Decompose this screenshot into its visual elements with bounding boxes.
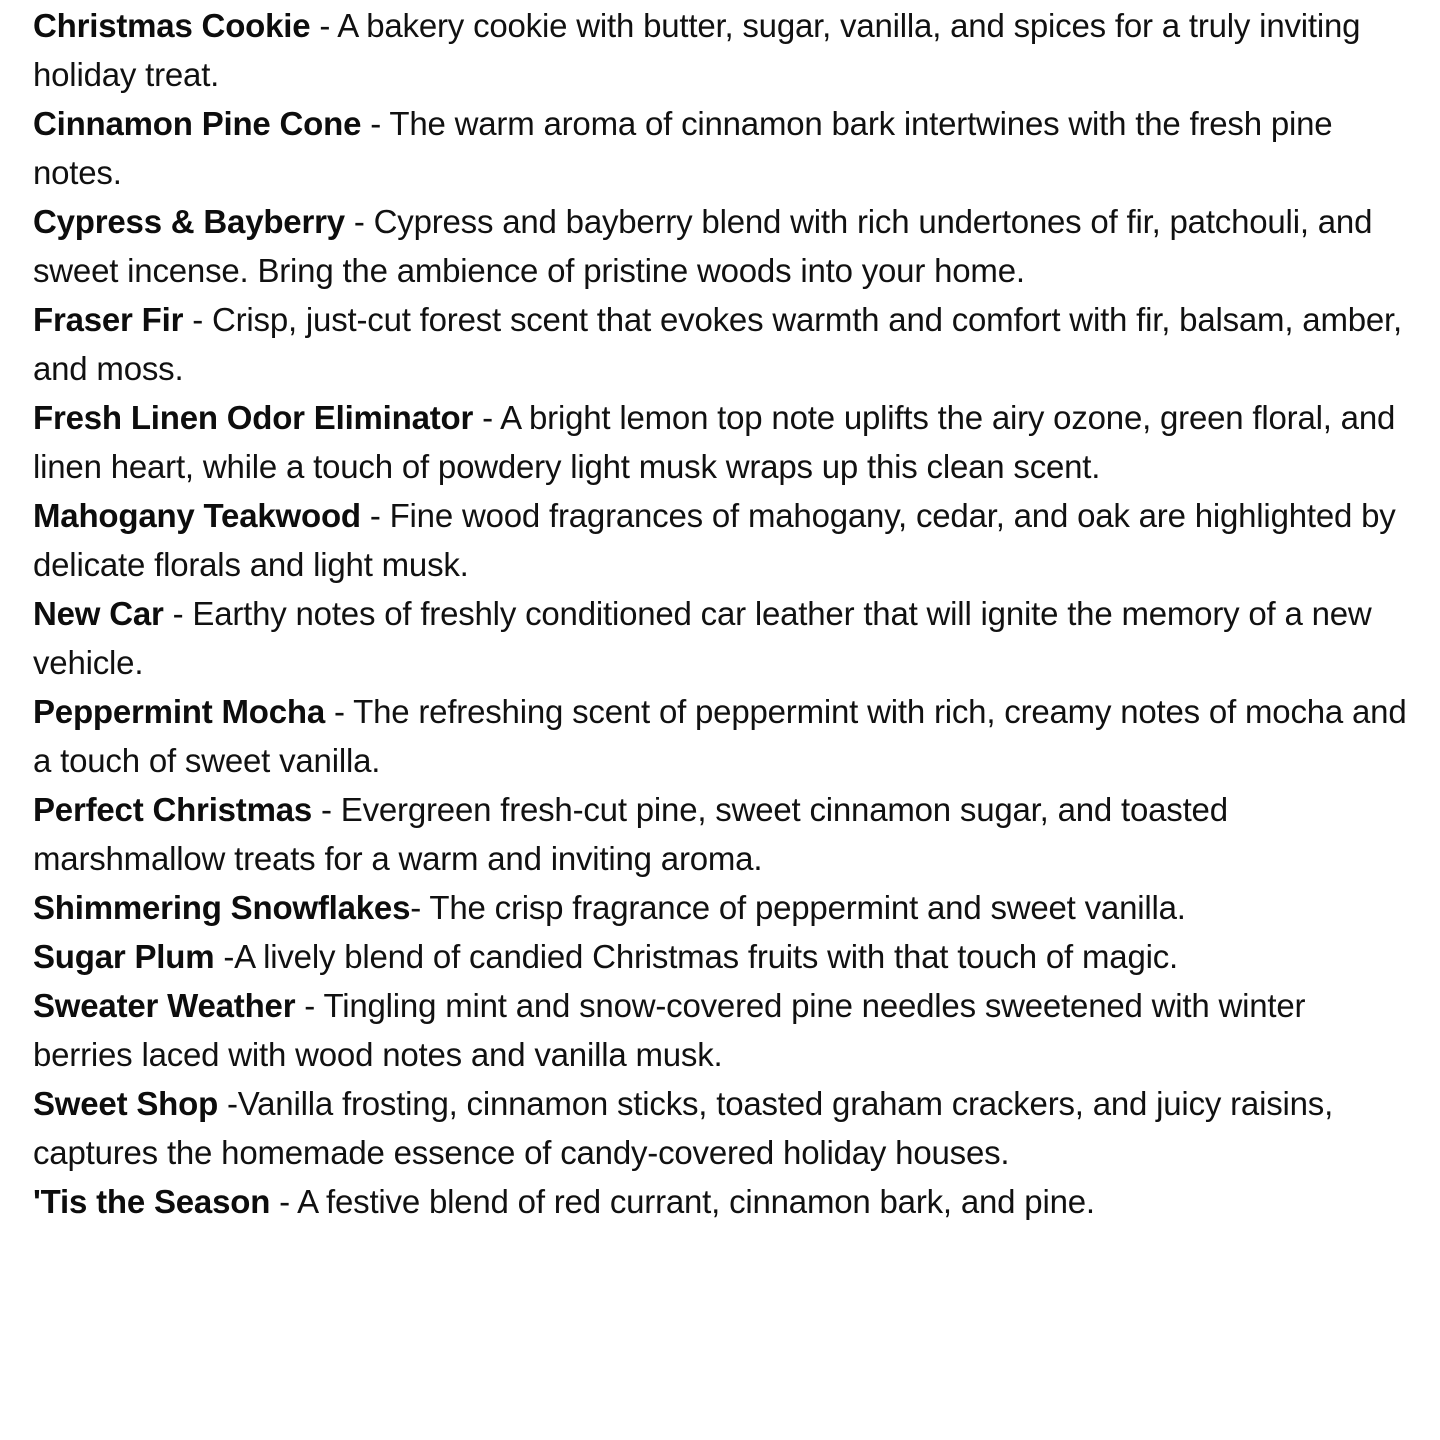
scent-entry bbox=[33, 295, 1412, 393]
scent-entry bbox=[33, 491, 1412, 589]
scent-name: Cypress & Bayberry bbox=[33, 203, 345, 240]
scent-description: A bakery cookie with butter, sugar, vanilla, and spices for a truly inviting holiday treat. bbox=[33, 7, 1361, 93]
scent-name: Peppermint Mocha bbox=[33, 693, 326, 730]
scent-entry bbox=[33, 883, 1412, 932]
scent-description: Vanilla frosting, cinnamon sticks, toasted graham crackers, and juicy raisins, captures the homemade essence of candy-covered holiday houses. bbox=[33, 1085, 1334, 1171]
separator: - bbox=[163, 595, 193, 632]
scent-entry bbox=[33, 393, 1412, 491]
separator: - bbox=[410, 889, 430, 926]
scent-name: Sugar Plum bbox=[33, 938, 215, 975]
separator: - bbox=[361, 105, 390, 142]
scent-name: 'Tis the Season bbox=[33, 1183, 271, 1220]
scent-description: The refreshing scent of peppermint with rich, creamy notes of mocha and a touch of sweet vanilla. bbox=[33, 693, 1407, 779]
scent-name: Sweater Weather bbox=[33, 987, 296, 1024]
separator: - bbox=[325, 693, 354, 730]
scent-entry bbox=[33, 1, 1412, 99]
separator: - bbox=[218, 1085, 238, 1122]
scent-description: A lively blend of candied Christmas fruits with that touch of magic. bbox=[234, 938, 1178, 975]
separator: - bbox=[360, 497, 390, 534]
scent-entry bbox=[33, 1079, 1412, 1177]
scent-name: Shimmering Snowflakes bbox=[33, 889, 411, 926]
scent-name: Christmas Cookie bbox=[33, 7, 311, 44]
scent-description: Tingling mint and snow-covered pine needles sweetened with winter berries laced with wood notes and vanilla musk. bbox=[33, 987, 1306, 1073]
scent-description: Cypress and bayberry blend with rich undertones of fir, patchouli, and sweet incense. Bring the ambience of pristine woods into your home. bbox=[33, 203, 1373, 289]
scent-description: The crisp fragrance of peppermint and sweet vanilla. bbox=[429, 889, 1186, 926]
separator: - bbox=[310, 7, 338, 44]
separator: - bbox=[312, 791, 341, 828]
scent-name: Fresh Linen Odor Eliminator bbox=[33, 399, 474, 436]
separator: - bbox=[214, 938, 235, 975]
separator: - bbox=[295, 987, 324, 1024]
scent-entry bbox=[33, 589, 1412, 687]
scent-entry bbox=[33, 197, 1412, 295]
scent-entry bbox=[33, 99, 1412, 197]
separator: - bbox=[270, 1183, 298, 1220]
scent-entry bbox=[33, 932, 1412, 981]
scent-entry bbox=[33, 981, 1412, 1079]
scent-entry bbox=[33, 687, 1412, 785]
scent-name: Sweet Shop bbox=[33, 1085, 219, 1122]
scent-name: New Car bbox=[33, 595, 164, 632]
separator: - bbox=[344, 203, 374, 240]
scent-name: Perfect Christmas bbox=[33, 791, 313, 828]
scent-name: Mahogany Teakwood bbox=[33, 497, 361, 534]
scent-description: Crisp, just-cut forest scent that evokes warmth and comfort with fir, balsam, amber, and moss. bbox=[33, 301, 1402, 387]
separator: - bbox=[183, 301, 212, 338]
scent-entry bbox=[33, 785, 1412, 883]
scent-description: A festive blend of red currant, cinnamon bark, and pine. bbox=[297, 1183, 1095, 1220]
scent-description: Evergreen fresh-cut pine, sweet cinnamon sugar, and toasted marshmallow treats for a warm and inviting aroma. bbox=[33, 791, 1228, 877]
scent-description: A bright lemon top note uplifts the airy ozone, green floral, and linen heart, while a touch of powdery light musk wraps up this clean scent. bbox=[33, 399, 1396, 485]
scent-name: Fraser Fir bbox=[33, 301, 184, 338]
scent-description: The warm aroma of cinnamon bark intertwines with the fresh pine notes. bbox=[33, 105, 1333, 191]
scent-description: Fine wood fragrances of mahogany, cedar, and oak are highlighted by delicate florals and light musk. bbox=[33, 497, 1396, 583]
scent-name: Cinnamon Pine Cone bbox=[33, 105, 362, 142]
separator: - bbox=[473, 399, 501, 436]
scent-entry bbox=[33, 1177, 1412, 1226]
scent-description: Earthy notes of freshly conditioned car leather that will ignite the memory of a new vehicle. bbox=[33, 595, 1372, 681]
